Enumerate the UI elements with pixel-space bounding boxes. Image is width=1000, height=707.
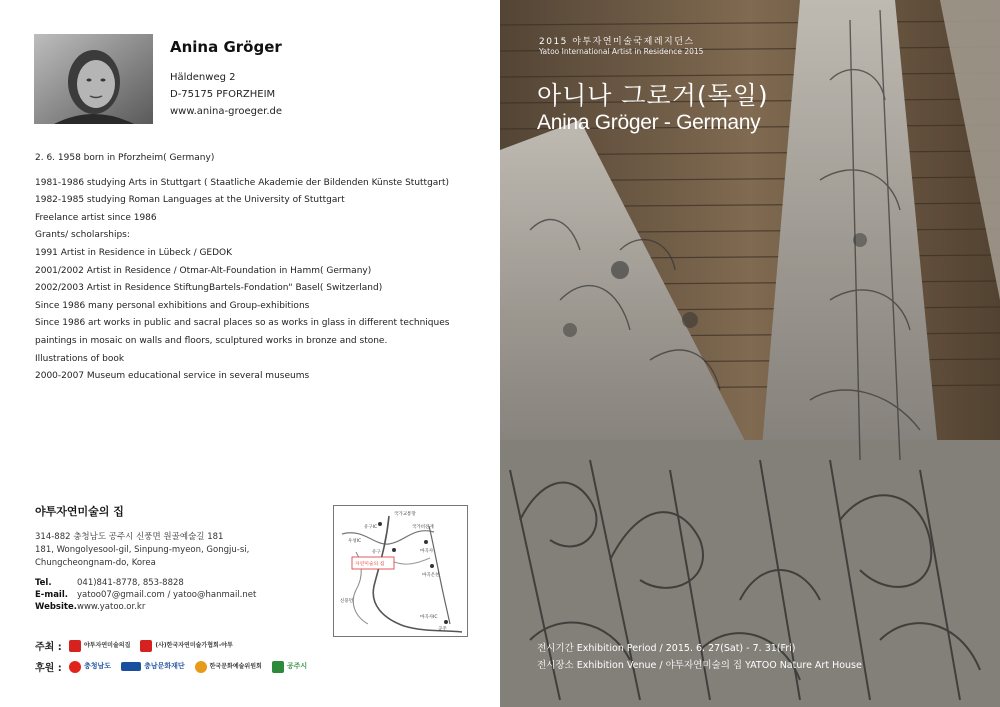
logo-text: 충청남도 <box>84 662 112 670</box>
map-label: 마곡온천 <box>422 573 440 578</box>
map-label: 국가교통망 <box>394 512 416 517</box>
bio-line: Grants/ scholarships: <box>35 230 130 241</box>
venue-address-line: 314-882 충청남도 공주시 신풍면 원골예술길 181 <box>35 532 224 542</box>
bio-line: 1991 Artist in Residence in Lübeck / GEDOK <box>35 247 233 258</box>
venue-address-line: Chungcheongnam-do, Korea <box>35 558 156 568</box>
host-logo-association <box>140 640 233 652</box>
bio-line: 2. 6. 1958 born in Pforzheim( Germany) <box>35 153 215 163</box>
artist-name: Anina Gröger <box>170 38 282 56</box>
map-label: 국가비전재 <box>412 525 434 530</box>
artist-address <box>170 69 282 120</box>
bio-line: 2000-2007 Museum educational service in several museums <box>35 371 310 382</box>
poster-cover <box>500 0 1000 707</box>
map-label: 유구IC <box>364 525 378 530</box>
map-label: 우성IC <box>348 539 362 544</box>
map-label: 공주 <box>438 627 447 632</box>
bio-line: 2002/2003 Artist in Residence StiftungBartels-Fondation" Basel( Switzerland) <box>35 283 383 294</box>
association-logo-icon <box>140 640 152 652</box>
contact-value: 041)841-8778, 853-8828 <box>77 578 184 588</box>
map-label: 마곡사 <box>420 549 434 554</box>
poster-header-english: Yatoo International Artist in Residence 2015 <box>539 47 704 56</box>
arts-council-logo-icon <box>195 661 207 673</box>
yatoo-logo-icon <box>69 640 81 652</box>
bio-line: Since 1986 many personal exhibitions and Group-exhibitions <box>35 300 310 311</box>
bio-line: Freelance artist since 1986 <box>35 212 157 223</box>
logo-text: (사)한국자연미술가협회-야투 <box>155 642 233 649</box>
logo-text: 충남문화재단 <box>144 662 185 670</box>
artist-portrait <box>34 34 153 124</box>
artist-biography <box>35 150 449 386</box>
logo-text: 야투자연미술의집 <box>84 642 131 649</box>
logo-text: 한국문화예술위원회 <box>209 663 262 670</box>
host-label: 주최 : <box>35 642 62 653</box>
contact-tel <box>35 577 256 589</box>
support-logo-foundation <box>121 662 185 671</box>
venue-address <box>35 531 249 570</box>
bio-line: Illustrations of book <box>35 353 125 364</box>
host-logo-yatoo <box>69 640 130 652</box>
support-label: 후원 : <box>35 663 62 674</box>
address-city: D-75175 PFORZHEIM <box>170 89 276 100</box>
contact-value: yatoo07@gmail.com / yatoo@hanmail.net <box>77 590 257 600</box>
venue-address-line: 181, Wongolyesool-gil, Sinpung-myeon, Gongju-si, <box>35 545 250 555</box>
map-drawing <box>334 506 467 636</box>
poster-header-korean: 2015 야투자연미술국제레지던스 <box>539 37 695 47</box>
contact-email <box>35 589 256 601</box>
contact-value: www.yatoo.or.kr <box>77 602 146 612</box>
contact-label: Website. <box>35 602 77 612</box>
exhibition-venue: 전시장소 Exhibition Venue / 야투자연미술의 집 YATOO Nature Art House <box>537 660 862 671</box>
bio-line: Since 1986 art works in public and sacral places so as works in glass in different techniques <box>35 318 450 329</box>
logo-text: 공주시 <box>286 662 308 670</box>
venue-contacts <box>35 577 256 613</box>
map-label: 신풍면 <box>340 599 354 604</box>
address-street: Häldenweg 2 <box>170 72 236 83</box>
artist-website: www.anina-groeger.de <box>170 106 282 117</box>
gongju-logo-icon <box>272 661 284 673</box>
bio-line: paintings in mosaic on walls and floors, sculptured works in bronze and stone. <box>35 335 388 346</box>
support-logo-arts-council <box>195 661 262 673</box>
map-label: 유구 <box>372 550 381 555</box>
map-label: 자연미술의 집 <box>355 562 385 567</box>
bio-line: 1981-1986 studying Arts in Stuttgart ( Staatliche Akademie der Bildenden Künste Stuttgart) <box>35 177 450 188</box>
chungnam-logo-icon <box>69 661 81 673</box>
support-row <box>35 659 317 674</box>
bio-line: 2001/2002 Artist in Residence / Otmar-Alt-Foundation in Hamm( Germany) <box>35 265 372 276</box>
poster-title-english: Anina Gröger - Germany <box>537 111 761 134</box>
exhibition-period: 전시기간 Exhibition Period / 2015. 6. 27(Sat) - 7. 31(Fri) <box>537 643 796 654</box>
host-row <box>35 638 243 653</box>
foundation-logo-icon <box>121 662 141 671</box>
contact-label: Tel. <box>35 578 52 588</box>
support-logo-chungnam <box>69 661 111 673</box>
poster-title-korean: 아니나 그로거(독일) <box>537 81 769 110</box>
venue-title: 야투자연미술의 집 <box>35 505 124 518</box>
bio-gap <box>35 168 449 175</box>
contact-label: E-mail. <box>35 590 68 600</box>
support-logo-gongju <box>272 661 307 673</box>
location-map <box>333 505 468 637</box>
portrait-image <box>34 34 153 124</box>
bio-line: 1982-1985 studying Roman Languages at the University of Stuttgart <box>35 195 345 206</box>
map-label: 마곡사IC <box>420 615 438 620</box>
contact-website <box>35 601 256 613</box>
